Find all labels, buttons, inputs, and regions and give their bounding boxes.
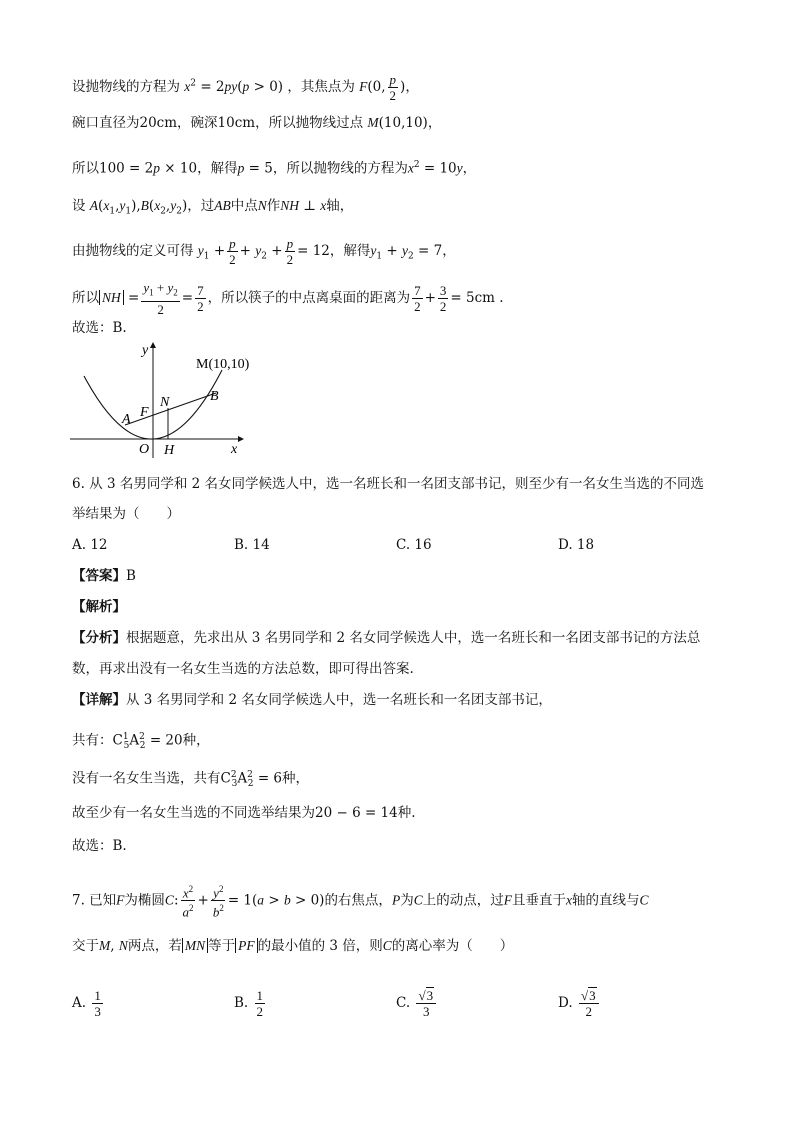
solution-line-5: 由抛物线的定义可得 $y_1$ + $\frac{p}{2}$ + $y_2$ + $\frac{p}{2}$ = 12，解得$y_1 + y_2 = 7$， xyxy=(72,236,456,267)
q6-xiangjie-line-1: 【详解】从 3 名男同学和 2 名女同学候选人中，选一名班长和一名团支部书记， xyxy=(72,692,552,708)
label-o: O xyxy=(139,442,150,457)
label-y: y xyxy=(142,343,149,358)
q6-option-b: B. 14 xyxy=(234,537,270,553)
q6-final: 故选：B. xyxy=(72,838,127,854)
solution-line-6: 所以 NH = $\frac{y_1 + y_2}{2}$ = $\frac{7}{2}$ ，所以筷子的中点离桌面的距离为 $\frac{7}{2}$ + $\frac{3}{2}$ = 5cm . xyxy=(72,280,504,317)
label-m: M(10,10) xyxy=(196,357,250,372)
x-axis-arrow xyxy=(238,436,244,442)
q6-fenxi-line-2: 数，再求出没有一名女生当选的方法总数，即可得出答案. xyxy=(72,661,414,677)
solution-line-4: 设 $A(x_1,y_1),B(x_2,y_2)$，过AB中点N作NH ⊥ x轴， xyxy=(72,198,354,217)
q6-option-c: C. 16 xyxy=(396,537,432,553)
label-h: H xyxy=(164,443,175,458)
solution-line-3: 所以100 = 2p × 10，解得p = 5，所以抛物线的方程为$x^2 = 10y$， xyxy=(72,160,477,177)
label-b: B xyxy=(210,389,219,404)
parabola-figure xyxy=(68,340,268,460)
label-n: N xyxy=(160,395,170,410)
q7-option-a: A. $\frac{1}{3}$ xyxy=(72,988,101,1019)
answer-tag: 【答案】 xyxy=(72,568,126,584)
q6-option-d: D. 18 xyxy=(558,537,595,553)
q7-option-c: C. $\frac{√3}{3}$ xyxy=(396,988,438,1019)
q7-stem-line-1: 7. 已知F为椭圆C: $\frac{x^2}{a^2}$ + $\frac{y^2}{b^2}$ = 1(a > b > 0)的右焦点，P为C上的动点，过F且垂直于x轴的直线与C xyxy=(72,884,649,920)
label-a: A xyxy=(122,412,131,427)
y-axis-arrow xyxy=(150,342,156,348)
q6-option-a: A. 12 xyxy=(72,537,108,553)
q6-conclusion-line: 故至少有一名女生当选的不同选举结果为20 − 6 = 14种. xyxy=(72,805,416,821)
q6-stem-line-1: 6. 从 3 名男同学和 2 名女同学候选人中，选一名班长和一名团支部书记，则至少有一名女生当选的不同选 xyxy=(72,476,705,492)
q6-none-line: 没有一名女生当选，共有$C^2_3A^2_2 = 6$种， xyxy=(72,770,310,790)
q6-analysis-tag: 【解析】 xyxy=(72,599,126,615)
q7-stem-line-2: 交于M, N两点，若 MN 等于 PF 的最小值的 3 倍，则C的离心率为（ ） xyxy=(72,938,514,954)
q6-fenxi-line-1: 【分析】根据题意，先求出从 3 名男同学和 2 名女同学候选人中，选一名班长和一名团支部书记的方法总 xyxy=(72,630,701,646)
label-f: F xyxy=(140,405,149,420)
q7-option-d: D. $\frac{√3}{2}$ xyxy=(558,988,601,1019)
solution-line-1: 设抛物线的方程为 $x^2 = 2py(p > 0)$ ，其焦点为 F(0, $\frac{p}{2}$ )， xyxy=(72,72,419,103)
solution-conclusion: 故选：B. xyxy=(72,320,127,336)
chord-ab xyxy=(125,393,216,425)
answer-value: B xyxy=(126,568,136,584)
q6-stem-line-2: 举结果为（ ） xyxy=(72,506,180,522)
q6-total-line: 共有：$C^1_5A^2_2 = 20$种， xyxy=(72,732,210,752)
label-x: x xyxy=(231,442,238,457)
solution-line-2: 碗口直径为20cm，碗深10cm，所以抛物线过点 M(10,10)， xyxy=(72,115,442,131)
q6-answer xyxy=(72,566,136,586)
q7-option-b: B. $\frac{1}{2}$ xyxy=(234,988,264,1019)
